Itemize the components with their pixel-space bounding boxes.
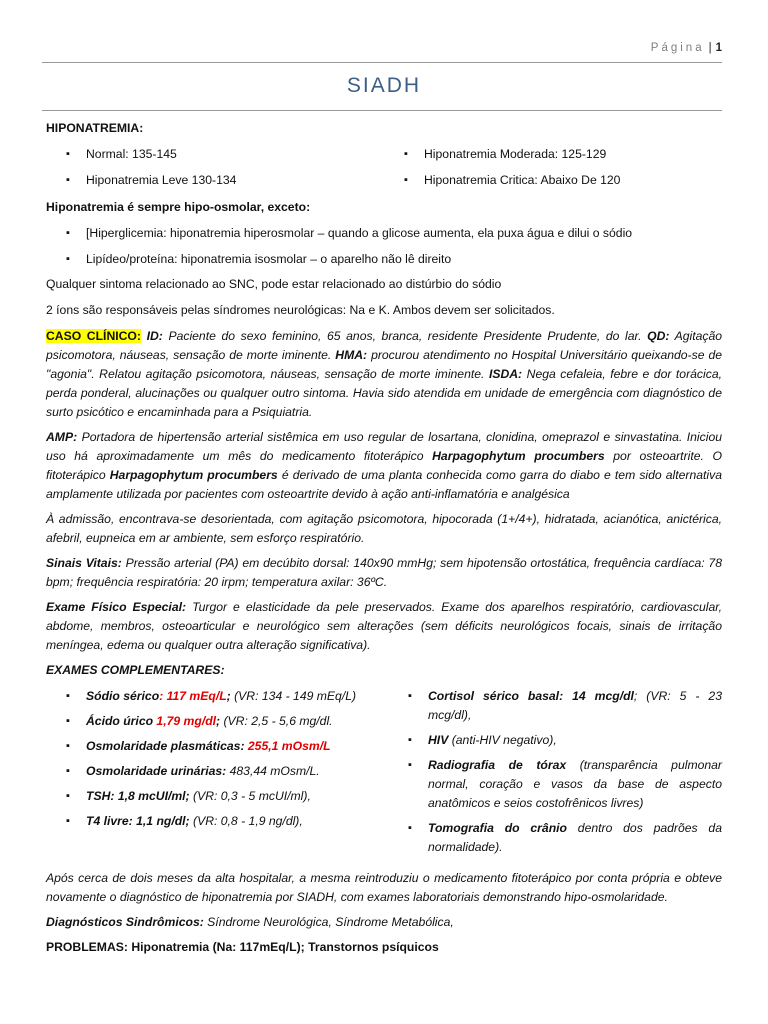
hipo-osmolar-exceptions <box>46 224 722 269</box>
qd-label: QD: <box>647 329 670 343</box>
hiponatremia-ranges-left <box>46 145 384 197</box>
list-item: ▪ Ácido úrico 1,79 mg/dl; (VR: 2,5 - 5,6 mg/dl. <box>46 712 388 731</box>
list-item: ▪ TSH: 1,8 mcUI/ml; (VR: 0,3 - 5 mcUI/ml), <box>46 787 388 806</box>
amp-text-3: é derivado de uma planta conhecida como garra do diabo e tem sido alternativa amplamente utilizada por pacientes com osteoartrite devido à ação anti-inflamatória e analgésica <box>46 468 723 501</box>
amp-text-1: Portadora de hipertensão arterial sistêmica em uso regular de losartana, clonidina, omeprazol e sinvastatina. Iniciou uso há aproximadamente um mês do medicamento fitoterápico <box>46 430 722 463</box>
list-item: ▪ [Hiperglicemia: hiponatremia hiperosmolar – quando a glicose aumenta, ela puxa água e dilui o sódio <box>46 224 722 243</box>
list-item: ▪ HIV (anti-HIV negativo), <box>388 731 722 750</box>
hipo-osmolar-heading: Hiponatremia é sempre hipo-osmolar, exceto: <box>46 200 311 214</box>
document-body <box>46 119 722 963</box>
list-item: ▪ Osmolaridade urinárias: 483,44 mOsm/L. <box>46 762 388 781</box>
diagnosticos-text: Síndrome Neurológica, Síndrome Metabólica, <box>203 915 454 929</box>
diagnosticos-paragraph <box>46 913 722 932</box>
ions-line: 2 íons são responsáveis pelas síndromes neurológicas: Na e K. Ambos devem ser solicitados. <box>46 303 555 317</box>
exames-heading: EXAMES COMPLEMENTARES: <box>46 663 225 677</box>
caso-clinico-label: CASO CLÍNICO: <box>46 329 141 343</box>
page-separator: | <box>708 42 712 54</box>
list-item: ▪ Sódio sérico: 117 mEq/L; (VR: 134 - 149 mEq/L) <box>46 687 388 706</box>
list-item: ▪ Hiponatremia Leve 130-134 <box>46 171 384 190</box>
diagnosticos-label: Diagnósticos Sindrômicos: <box>46 915 204 929</box>
problemas-line: PROBLEMAS: Hiponatremia (Na: 117mEq/L); Transtornos psíquicos <box>46 940 439 954</box>
amp-herb-1: Harpagophytum procumbers <box>432 449 605 463</box>
exames-list <box>46 687 722 863</box>
isda-label: ISDA: <box>488 367 523 381</box>
list-item: ▪ Lipídeo/proteína: hiponatremia isosmolar – o aparelho não lê direito <box>46 250 722 269</box>
sinais-vitais-paragraph <box>46 554 722 592</box>
page-header <box>651 42 722 54</box>
page-number: 1 <box>715 42 722 54</box>
list-item: ▪ Hiponatremia Critica: Abaixo De 120 <box>384 171 722 190</box>
hma-label: HMA: <box>335 348 368 362</box>
amp-paragraph <box>46 428 722 504</box>
isda-text: Nega cefaleia, febre e dor torácica, perda ponderal, alucinações ou qualquer outro sintoma. Havia sido atendida em unidade de emergência com diagnóstico de surto psicótico e encaminhada para a Psiquiatria. <box>46 367 722 419</box>
amp-label: AMP: <box>46 430 78 444</box>
exame-fisico-label: Exame Físico Especial: <box>46 600 187 614</box>
list-item: ▪ Hiponatremia Moderada: 125-129 <box>384 145 722 164</box>
document-title: SIADH <box>346 74 422 97</box>
list-item: ▪ Radiografia de tórax (transparência pulmonar normal, coração e vasos da base de aspecto anatômicos e seios costofrênicos livres) <box>388 756 722 813</box>
id-label: ID: <box>146 329 163 343</box>
caso-clinico-paragraph <box>46 327 722 422</box>
header-rule <box>42 62 722 63</box>
title-rule <box>42 110 722 111</box>
qd-text: Agitação psicomotora, náuseas, sensação de morte iminente. <box>46 329 723 362</box>
admissao-paragraph: À admissão, encontrava-se desorientada, com agitação psicomotora, hipocorada (1+/4+), hidratada, acianótica, anictérica, afebril, eupneica em ar ambiente, sem esforço respiratório. <box>46 512 722 545</box>
amp-text-2: por osteoartrite. O fitoterápico <box>46 449 722 482</box>
page-label: Página <box>650 42 705 54</box>
list-item: ▪ Osmolaridade plasmáticas: 255,1 mOsm/L <box>46 737 388 756</box>
sinais-vitais-label: Sinais Vitais: <box>46 556 122 570</box>
hma-text: procurou atendimento no Hospital Universitário queixando-se de "agonia". Relatou agitação psicomotora, náuseas, sensação de morte iminente. <box>46 348 722 381</box>
apos-paragraph: Após cerca de dois meses da alta hospitalar, a mesma reintroduziu o medicamento fitoterápico por conta própria e obteve novamente o diagnóstico de hiponatremia por SIADH, com exames laboratoriais demonstrando hipo-osmolaridade. <box>46 871 722 904</box>
hiponatremia-ranges-right <box>384 145 722 197</box>
hiponatremia-ranges <box>46 145 722 197</box>
exame-fisico-text: Turgor e elasticidade da pele preservados. Exame dos aparelhos respiratório, cardiovascular, abdome, membros, osteoarticular e neurológico sem alterações (sem déficits neurológicos focais, sinais de irritação meníngea, edema ou qualquer outra alteração significativa). <box>46 600 723 652</box>
exames-left-column <box>46 687 388 863</box>
exame-fisico-paragraph <box>46 598 722 655</box>
id-text: Paciente do sexo feminino, 65 anos, branca, residente Presidente Prudente, do lar. <box>168 329 642 343</box>
snc-line: Qualquer sintoma relacionado ao SNC, pode estar relacionado ao distúrbio do sódio <box>46 277 502 291</box>
list-item: ▪ T4 livre: 1,1 ng/dl; (VR: 0,8 - 1,9 ng/dl), <box>46 812 388 831</box>
exames-right-column <box>388 687 722 863</box>
list-item: ▪ Normal: 135-145 <box>46 145 384 164</box>
amp-herb-2: Harpagophytum procumbers <box>109 468 278 482</box>
hiponatremia-heading: HIPONATREMIA: <box>46 121 144 135</box>
sinais-vitais-text: Pressão arterial (PA) em decúbito dorsal: 140x90 mmHg; sem hipotensão ortostática, frequência cardíaca: 78 bpm; frequência respiratória: 20 irpm; temperatura axilar: 36ºC. <box>46 556 722 589</box>
list-item: ▪ Cortisol sérico basal: 14 mcg/dl; (VR: 5 - 23 mcg/dl), <box>388 687 722 725</box>
list-item: ▪ Tomografia do crânio dentro dos padrões da normalidade). <box>388 819 722 857</box>
